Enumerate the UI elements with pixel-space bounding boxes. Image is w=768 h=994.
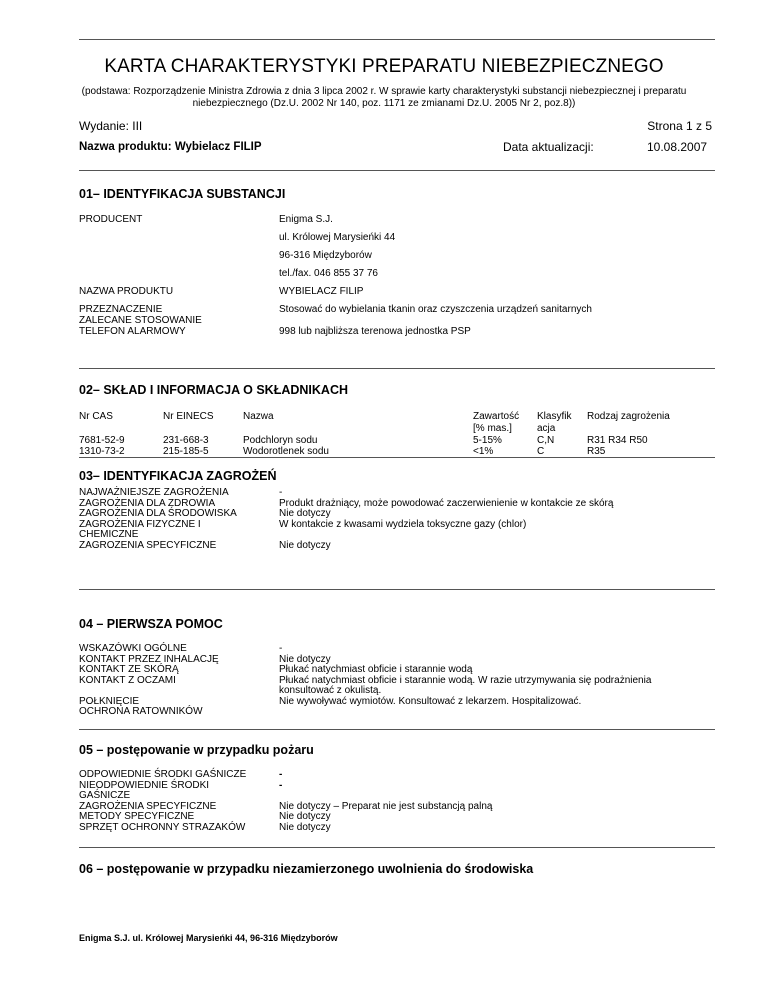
table-row-hazard: R35 xyxy=(587,446,606,457)
first-aid-label xyxy=(79,686,219,697)
fire-label: METODY SPECYFICZNE xyxy=(79,811,195,822)
section-3-heading: 03– IDENTYFIKACJA ZAGROŻEŃ xyxy=(79,469,277,483)
section-rule xyxy=(79,457,715,458)
producer-line: ul. Królowej Marysieńki 44 xyxy=(279,232,396,243)
fire-value: Nie dotyczy – Preparat nie jest substancją palną xyxy=(279,800,493,812)
alarm-value: 998 lub najbliższa terenowa jednostka PSP xyxy=(279,326,471,337)
first-aid-value: Płukać natychmiast obficie i starannie wodą xyxy=(279,664,473,675)
hazard-values xyxy=(279,488,613,551)
hazard-label: ZAGROZENIA SPECYFICZNE xyxy=(79,539,217,551)
column-header-class-cont: acja xyxy=(537,423,556,434)
recommended-label: ZALECANE STOSOWANIE xyxy=(79,315,202,326)
first-aid-label: KONTAKT Z OCZAMI xyxy=(79,674,176,686)
fire-values xyxy=(279,770,492,833)
section-4-heading: 04 – PIERWSZA POMOC xyxy=(79,617,223,631)
hazard-value: W kontakcie z kwasami wydziela toksyczne gazy (chlor) xyxy=(279,518,527,530)
section-2-heading: 02– SKŁAD I INFORMACJA O SKŁADNIKACH xyxy=(79,383,349,397)
section-6-heading: 06 – postępowanie w przypadku niezamierzonego uwolnienia do środowiska xyxy=(79,862,534,876)
first-aid-labels xyxy=(79,644,219,718)
fire-value: - xyxy=(279,779,283,791)
table-row-hazard: R31 R34 R50 xyxy=(587,435,648,446)
first-aid-values xyxy=(279,644,651,707)
purpose-label: PRZEZNACZENIE xyxy=(79,304,163,315)
producer-line: 96-316 Międzyborów xyxy=(279,250,372,261)
fire-label: SPRZĘT OCHRONNY STRAZAKÓW xyxy=(79,821,246,833)
first-aid-label: KONTAKT ZE SKÓRĄ xyxy=(79,664,179,675)
fire-label: ODPOWIEDNIE ŚRODKI GAŚNICZE xyxy=(79,769,247,780)
table-row-cas: 7681-52-9 xyxy=(79,435,125,446)
hazard-value: Produkt drażniący, może powodować zaczerwienienie w kontakcie ze skórą xyxy=(279,497,614,509)
table-row-cas: 1310-73-2 xyxy=(79,446,125,457)
product-name: Nazwa produktu: Wybielacz FILIP xyxy=(79,141,262,153)
hazard-value: Nie dotyczy xyxy=(279,539,331,551)
section-rule xyxy=(79,589,715,590)
update-date: 10.08.2007 xyxy=(647,140,708,154)
section-rule xyxy=(79,368,715,369)
alarm-label: TELEFON ALARMOWY xyxy=(79,326,186,337)
fire-label: ZAGROŻENIA SPECYFICZNE xyxy=(79,800,217,812)
fire-labels xyxy=(79,770,246,833)
product-value: WYBIELACZ FILIP xyxy=(279,286,364,297)
product-label: NAZWA PRODUKTU xyxy=(79,286,174,297)
first-aid-label: POŁKNIĘCIE xyxy=(79,695,140,707)
column-header-hazard: Rodzaj zagrożenia xyxy=(587,411,670,422)
hazard-labels xyxy=(79,488,237,551)
page-number: Strona 1 z 5 xyxy=(647,119,712,133)
hazard-value: Nie dotyczy xyxy=(279,508,331,519)
table-row-class: C,N xyxy=(537,435,555,446)
first-aid-value: konsultować z okulistą. xyxy=(279,685,382,696)
first-aid-value: Nie dotyczy xyxy=(279,653,331,665)
hazard-label: NAJWAŻNIEJSZE ZAGROŻENIA xyxy=(79,487,229,498)
footer-address: Enigma S.J. ul. Królowej Marysieńki 44, 96-316 Międzyborów xyxy=(79,933,338,943)
table-row-einecs: 215-185-5 xyxy=(163,446,209,457)
column-header-content: Zawartość xyxy=(473,411,520,422)
table-row-einecs: 231-668-3 xyxy=(163,435,209,446)
first-aid-label: OCHRONA RATOWNIKÓW xyxy=(79,706,203,717)
document-title: KARTA CHARAKTERYSTYKI PREPARATU NIEBEZPIECZNEGO xyxy=(104,56,664,77)
fire-value: Nie dotyczy xyxy=(279,821,331,833)
hazard-label: ZAGROŻENIA FIZYCZNE I xyxy=(79,518,201,530)
producer-line: Enigma S.J. xyxy=(279,214,333,225)
section-1-heading: 01– IDENTYFIKACJA SUBSTANCJI xyxy=(79,187,286,201)
fire-label: NIEODPOWIEDNIE ŚRODKI xyxy=(79,779,210,791)
top-rule xyxy=(79,39,715,40)
column-header-name: Nazwa xyxy=(243,411,274,422)
hazard-value xyxy=(279,530,613,541)
first-aid-label: WSKAZÓWKI OGÓLNE xyxy=(79,643,187,654)
legal-basis: (podstawa: Rozporządzenie Ministra Zdrowia z dnia 3 lipca 2002 r. W sprawie karty charakterystyki substancji niebezpiecznej i preparatu niebezpiecznego (Dz.U. 2002 Nr 140, poz. 1171 ze zmianami Dz.U. 2005 Nr 2, poz.8)) xyxy=(81,86,687,109)
header-rule xyxy=(79,170,715,171)
edition: Wydanie: III xyxy=(79,119,143,133)
table-row-name: Wodorotlenek sodu xyxy=(243,446,329,457)
hazard-label: ZAGROŻENIA DLA ŚRODOWISKA xyxy=(79,508,237,519)
column-header-content-unit: [% mas.] xyxy=(473,423,512,434)
producer-line: tel./fax. 046 855 37 76 xyxy=(279,268,378,279)
first-aid-value: Nie wywoływać wymiotów. Konsultować z lekarzem. Hospitalizować. xyxy=(279,695,582,707)
table-row-content: <1% xyxy=(473,446,494,457)
column-header-cas: Nr CAS xyxy=(79,411,113,422)
hazard-value: - xyxy=(279,487,283,498)
first-aid-label: KONTAKT PRZEZ INHALACJĘ xyxy=(79,653,219,665)
purpose-value: Stosować do wybielania tkanin oraz czyszczenia urządzeń sanitarnych xyxy=(279,304,592,315)
hazard-label: CHEMICZNE xyxy=(79,529,139,540)
first-aid-value: - xyxy=(279,643,283,654)
column-header-class: Klasyfik xyxy=(537,411,572,422)
section-5-heading: 05 – postępowanie w przypadku pożaru xyxy=(79,743,314,757)
fire-value xyxy=(279,791,492,802)
producer-label: PRODUCENT xyxy=(79,214,143,225)
section-rule xyxy=(79,729,715,730)
column-header-einecs: Nr EINECS xyxy=(163,411,214,422)
update-label: Data aktualizacji: xyxy=(503,140,594,154)
fire-value: Nie dotyczy xyxy=(279,811,331,822)
fire-label: GAŚNICZE xyxy=(79,790,131,801)
first-aid-value: Płukać natychmiast obficie i starannie wodą. W razie utrzymywania się podrażnienia xyxy=(279,674,652,686)
hazard-label: ZAGROŻENIA DLA ZDROWIA xyxy=(79,497,216,509)
fire-value: - xyxy=(279,769,283,780)
section-rule xyxy=(79,847,715,848)
table-row-class: C xyxy=(537,446,545,457)
table-row-name: Podchloryn sodu xyxy=(243,435,318,446)
table-row-content: 5-15% xyxy=(473,435,502,446)
